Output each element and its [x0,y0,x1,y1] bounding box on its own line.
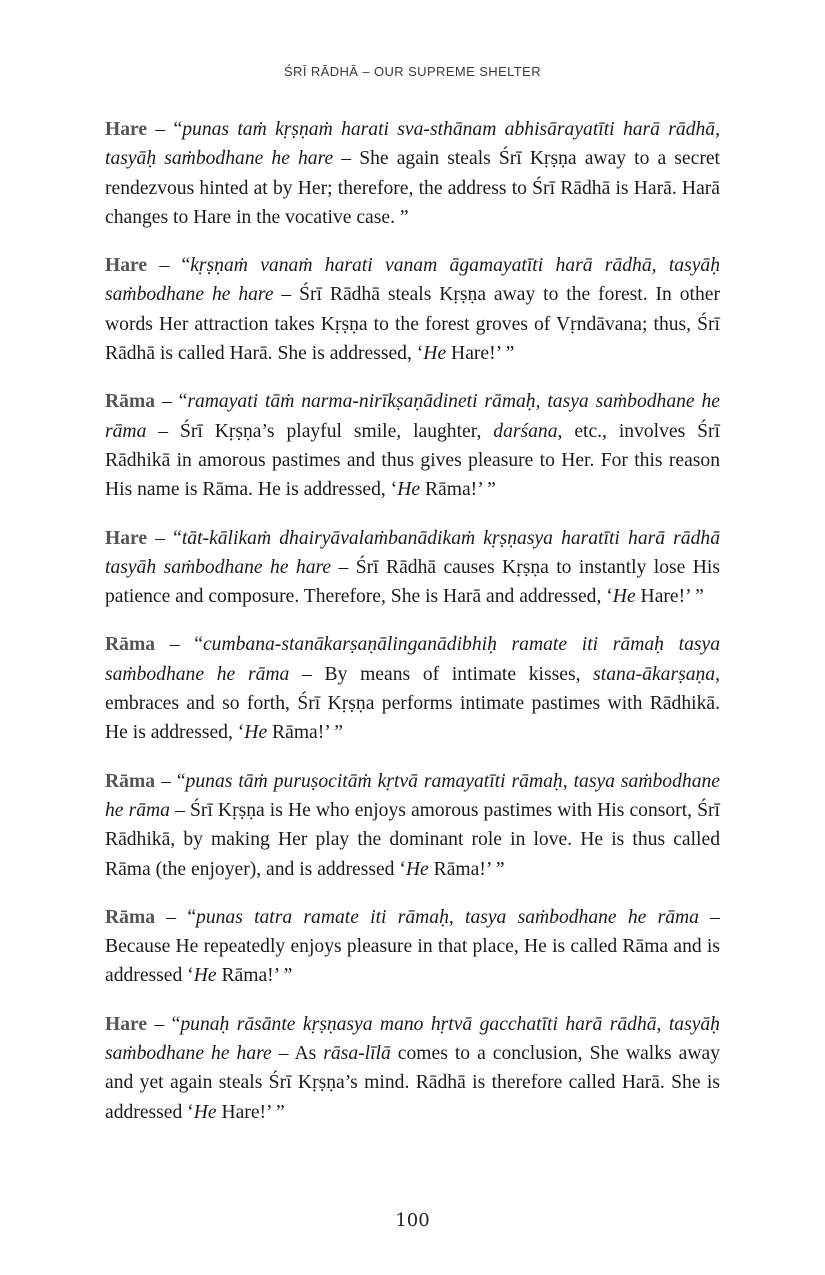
translation-text: – “ [147,255,191,277]
glossary-paragraph [105,903,720,991]
page-number: 100 [395,1210,430,1231]
translation-text: , etc., involves Śrī Rādhikā in amorous pastimes and thus gives pleasure to Her. For this reason His name is Rāma. He is addressed, ‘ [105,420,720,501]
translation-text: Rāma!’ ” [267,722,343,744]
sanskrit-text: He [193,965,217,987]
entry-term: Rāma [105,391,156,413]
sanskrit-text: stana-ākarṣaṇa [593,663,716,685]
glossary-paragraph [105,251,720,368]
translation-text: – “ [155,634,203,656]
entry-term: Rāma [105,906,156,928]
sanskrit-text: He [244,722,268,744]
translation-text: Hare!’ ” [635,586,704,608]
entry-term: Hare [105,255,148,277]
entry-term: Hare [105,119,148,140]
glossary-paragraph [105,1010,720,1127]
translation-text: Rāma!’ ” [216,965,293,987]
sanskrit-text: darśana [493,420,558,442]
sanskrit-text: He [612,586,636,608]
translation-text: Rāma!’ ” [420,479,496,501]
translation-text: – Śrī Kṛṣṇa’s playful smile, laughter, [146,420,494,442]
translation-text: – “ [147,527,182,549]
translation-text: – “ [155,770,186,792]
sanskrit-text: kṛṣṇaṁ vanaṁ harati vanam āgamayatīti harā rādhā, tasyāḥ saṁbodhane he hare [105,255,720,306]
sanskrit-text: punas tāṁ puruṣocitāṁ kṛtvā ramayatīti rāmaḥ, tasya saṁbodhane he rāma [105,770,720,821]
translation-text: – She again steals Śrī Kṛṣṇa away to a secret rendezvous hinted at by Her; therefore, the address to Śrī Rādhā is Harā. Harā changes to Hare in the vocative case. ” [105,148,720,228]
translation-text: – Śrī Kṛṣṇa is He who enjoys amorous pastimes with His consort, Śrī Rādhikā, by making Her play the dominant role in love. He is thus called Rāma (the enjoyer), and is addressed ‘ [105,799,721,880]
translation-text: – As [271,1043,324,1065]
glossary-paragraph [105,524,720,612]
sanskrit-text: cumbana-stanākarṣaṇālinganādibhiḥ ramate iti rāmaḥ tasya saṁbodhane he rāma [105,634,721,685]
page-body [105,115,720,1146]
sanskrit-text: punas taṁ kṛṣṇaṁ harati sva-sthānam abhisārayatīti harā rādhā, tasyāḥ saṁbodhane he hare [105,119,720,170]
glossary-paragraph [105,630,720,747]
translation-text: – Śrī Rādhā steals Kṛṣṇa away to the forest. In other words Her attraction takes Kṛṣṇa to the forest groves of Vṛndāvana; thus, Śrī Rādhā is called Harā. She is addressed, ‘ [105,284,721,365]
entry-term: Rāma [105,770,156,792]
translation-text: – “ [147,1013,181,1035]
sanskrit-text: rāsa-līlā [323,1043,391,1065]
entry-term: Hare [105,527,148,549]
glossary-paragraph [105,767,720,884]
translation-text: Hare!’ ” [446,343,515,365]
sanskrit-text: He [423,343,447,365]
sanskrit-text: He [397,479,421,501]
running-header: ŚRĪ RĀDHĀ – OUR SUPREME SHELTER [283,64,542,79]
translation-text: – Because He repeatedly enjoys pleasure in that place, He is called Rāma and is addressed ‘ [105,906,720,987]
translation-text: – “ [155,906,197,928]
glossary-paragraph [105,387,720,504]
entry-term: Rāma [105,634,156,656]
entry-term: Hare [105,1013,148,1035]
sanskrit-text: punas tatra ramate iti rāmaḥ, tasya saṁbodhane he rāma [196,906,699,928]
translation-text: – By means of intimate kisses, [289,663,594,685]
sanskrit-text: punaḥ rāsānte kṛṣṇasya mano hṛtvā gacchatīti harā rādhā, tasyāḥ saṁbodhane he hare [105,1013,720,1065]
sanskrit-text: He [405,858,429,880]
sanskrit-text: ramayati tāṁ narma-nirīkṣaṇādineti rāmaḥ, tasya saṁbodhane he rāma [105,391,720,442]
translation-text: Hare!’ ” [216,1101,285,1123]
sanskrit-text: He [193,1101,217,1123]
translation-text: comes to a conclusion, She walks away and yet again steals Śrī Kṛṣṇa’s mind. Rādhā is therefore called Harā. She is addressed ‘ [105,1043,721,1123]
translation-text: Rāma!’ ” [428,858,505,880]
glossary-paragraph [105,115,720,232]
translation-text: – Śrī Rādhā causes Kṛṣṇa to instantly lose His patience and composure. Therefore, She is Harā and addressed, ‘ [105,556,720,608]
sanskrit-text: tāt-kālikaṁ dhairyāvalaṁbanādikaṁ kṛṣṇasya haratīti harā rādhā tasyāh saṁbodhane he hare [105,527,720,578]
translation-text: , embraces and so forth, Śrī Kṛṣṇa performs intimate pastimes with Rādhikā. He is addressed, ‘ [105,663,720,744]
translation-text: – “ [155,391,188,413]
translation-text: – “ [147,119,183,140]
